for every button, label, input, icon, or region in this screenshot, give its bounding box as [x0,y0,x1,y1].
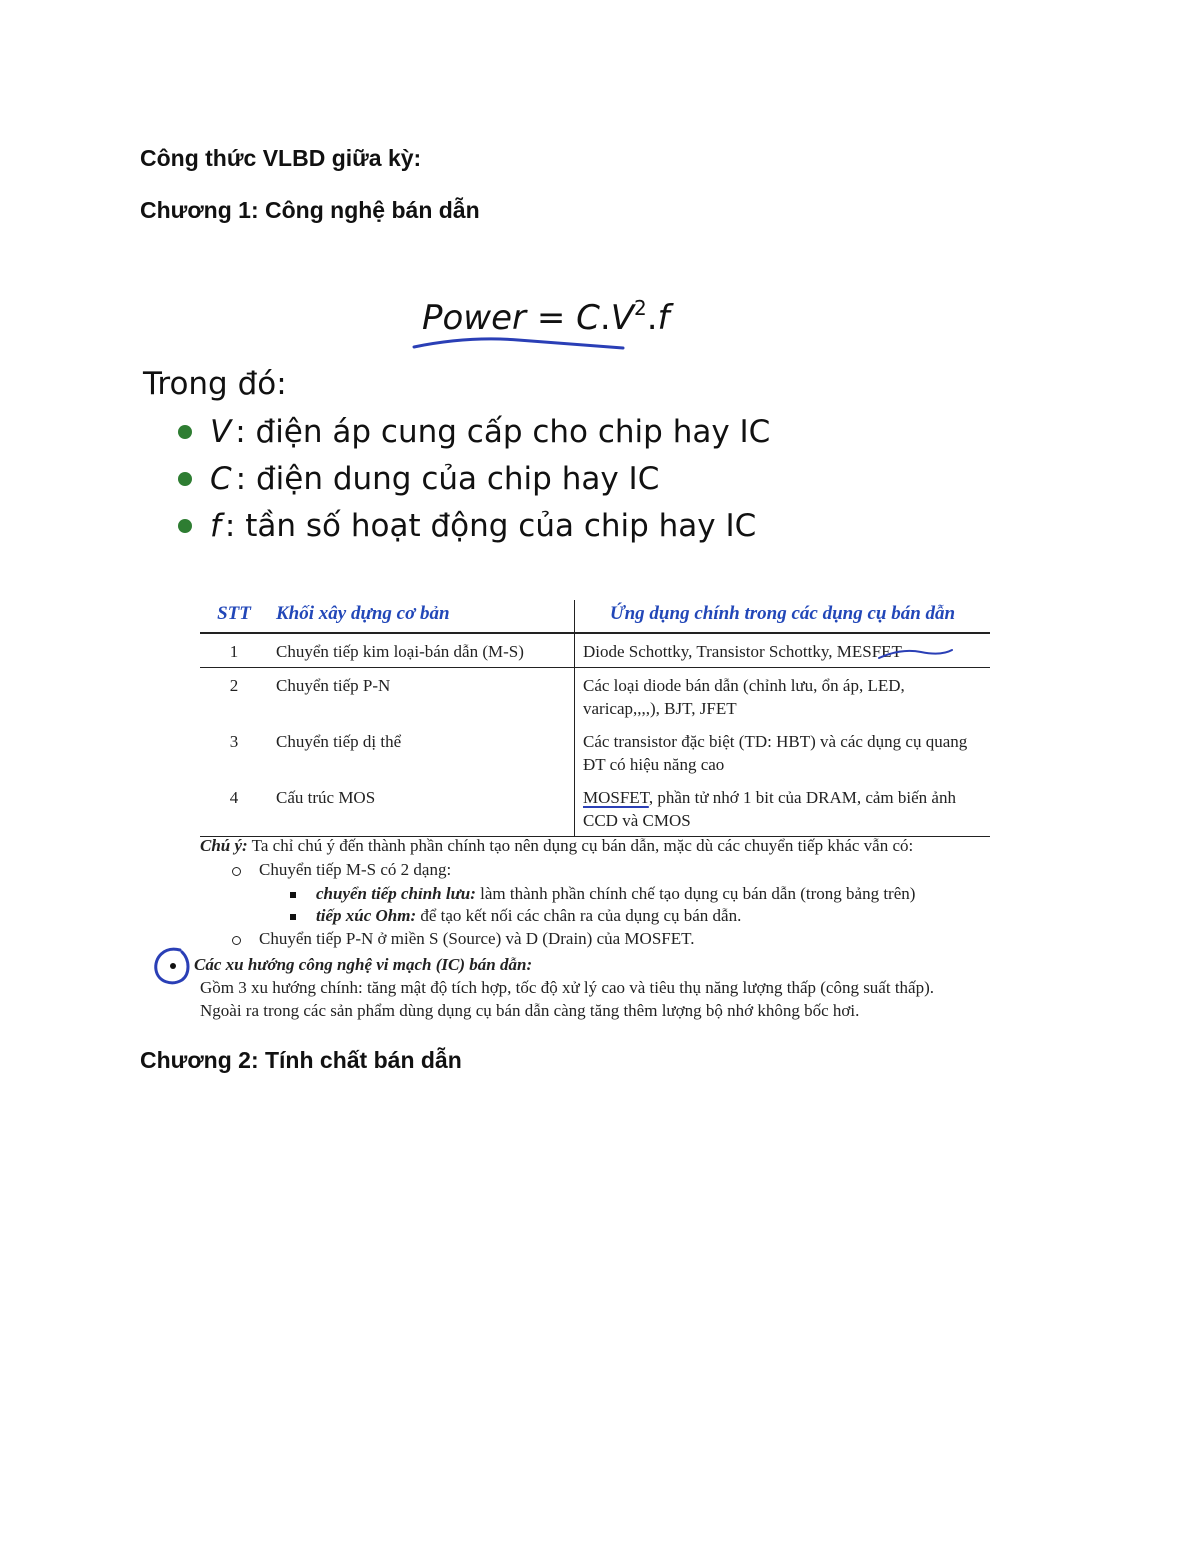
note-sub-text: làm thành phần chính chế tạo dụng cụ bán dẫn (trong bảng trên) [475,884,916,903]
bullet-icon [170,963,176,969]
cell-stt: 4 [200,780,268,837]
definition-text: : tần số hoạt động của chip hay IC [224,508,757,544]
definition-symbol: V [210,414,232,450]
trends-heading: Các xu hướng công nghệ vi mạch (IC) bán dẫn: [194,955,533,974]
note-term: tiếp xúc Ohm: [316,906,417,925]
handwritten-underline-mesfet [876,644,956,664]
bullet-icon [178,425,192,439]
formula-dot: . [599,298,611,338]
table-row [200,668,990,725]
formula-v: V [610,298,634,338]
square-bullet-icon [290,892,296,898]
circle-bullet-icon [232,867,241,876]
cell-application [575,780,991,837]
definition-item [178,508,756,544]
bullet-icon [178,519,192,533]
table-header-row [200,600,990,633]
header-stt: STT [200,600,268,633]
note-sub-sub-item [290,906,741,926]
note-text: Ta chỉ chú ý đến thành phần chính tạo nên dụng cụ bán dẫn, mặc dù các chuyển tiếp khác vẫn có: [247,836,914,855]
header-application: Ứng dụng chính trong các dụng cụ bán dẫn [575,600,991,633]
cell-application-rest: , phần tử nhớ 1 bit của DRAM, cảm biến ảnh CCD và CMOS [583,788,956,830]
trends-line-2: Ngoài ra trong các sản phẩm dùng dụng cụ bán dẫn càng tăng thêm lượng bộ nhớ không bốc hơi. [200,1001,860,1020]
note-sub-text: Chuyển tiếp M-S có 2 dạng: [259,860,452,879]
formula-f: f [657,298,670,338]
formula-c: C [576,298,600,338]
mosfet-underlined: MOSFET [583,788,649,807]
table-row [200,633,990,668]
header-block: Khối xây dựng cơ bản [268,600,575,633]
note-sub-text: để tạo kết nối các chân ra của dụng cụ bán dẫn. [416,906,742,925]
formula-equals: = [536,298,566,338]
square-bullet-icon [290,914,296,920]
cell-stt: 3 [229,732,239,751]
note-paragraph [200,836,913,856]
note-sub-sub-item [290,884,915,904]
cell-application: Các transistor đặc biệt (TD: HBT) và các dụng cụ quang ĐT có hiệu năng cao [575,724,991,780]
trends-heading-line [170,955,532,975]
formula-exponent: 2 [633,296,647,320]
cell-stt: 2 [229,676,239,695]
definition-symbol: C [210,461,232,497]
handwritten-underline-formula [408,330,633,356]
chapter-2-heading: Chương 2: Tính chất bán dẫn [140,1047,462,1073]
definition-symbol: f [210,508,221,544]
table-row [200,724,990,780]
definition-text: : điện áp cung cấp cho chip hay IC [235,414,771,450]
definition-text: : điện dung của chip hay IC [235,461,660,497]
note-term: chuyển tiếp chỉnh lưu: [316,884,476,903]
cell-stt: 1 [200,633,268,668]
definition-item [178,414,770,450]
note-sub-item [232,860,451,880]
where-label: Trong đó: [143,366,287,402]
circle-bullet-icon [232,936,241,945]
cell-block: Chuyển tiếp P-N [276,676,391,695]
cell-application: Các loại diode bán dẫn (chỉnh lưu, ổn áp, LED, varicap,,,,), BJT, JFET [575,668,991,725]
document-title: Công thức VLBD giữa kỳ: [140,145,422,171]
formula-dot: . [646,298,658,338]
definition-item [178,461,659,497]
note-label: Chú ý: [200,836,248,855]
cell-block: Chuyển tiếp dị thể [276,732,402,751]
chapter-1-heading: Chương 1: Công nghệ bán dẫn [140,197,480,223]
trends-line-1: Gồm 3 xu hướng chính: tăng mật độ tích hợp, tốc độ xử lý cao và tiêu thụ năng lượng thấp (công suất thấp). [200,978,935,997]
cell-application: Diode Schottky, Transistor Schottky, MESFET [575,633,991,668]
formula-power: Power [422,298,527,338]
bullet-icon [178,472,192,486]
cell-block: Chuyển tiếp kim loại-bán dẫn (M-S) [268,633,575,668]
note-sub-item [232,929,694,949]
note-sub-text: Chuyển tiếp P-N ở miền S (Source) và D (Drain) của MOSFET. [259,929,695,948]
cell-block: Cấu trúc MOS [268,780,575,837]
table-row [200,780,990,837]
building-blocks-table [200,600,990,837]
